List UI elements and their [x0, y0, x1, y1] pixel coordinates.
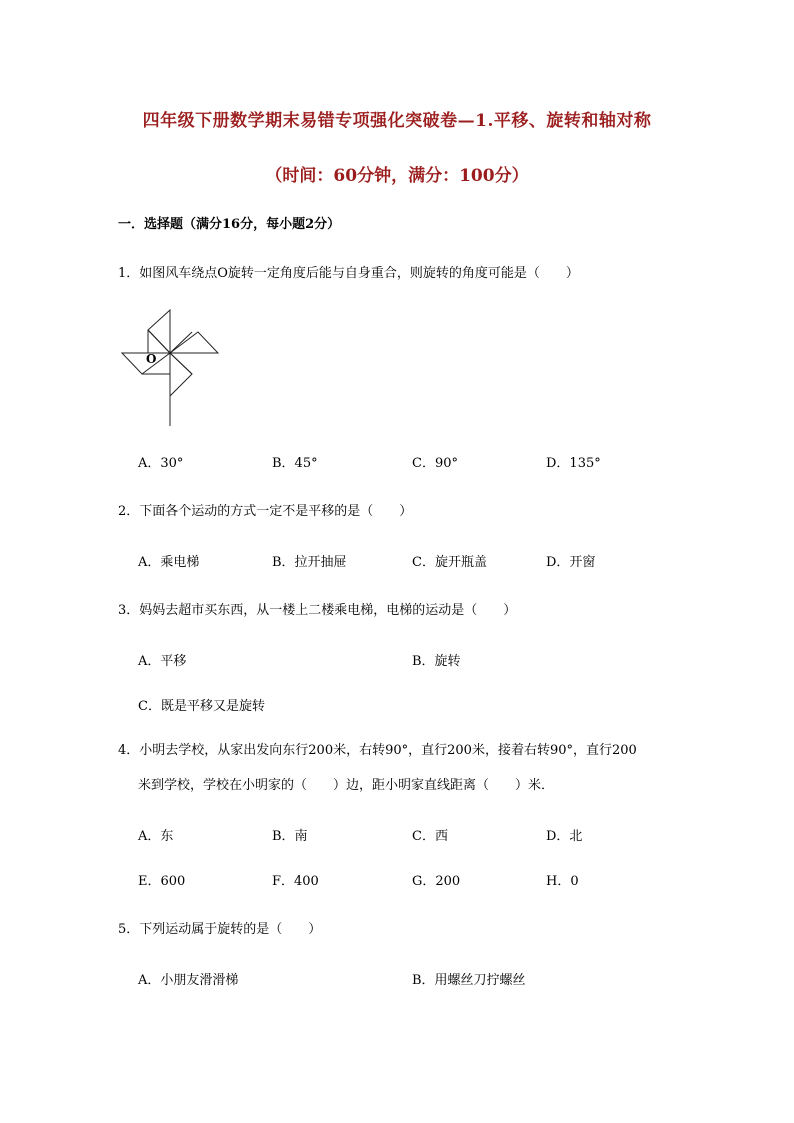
q2-option-a[interactable]: A．乘电梯	[138, 555, 200, 570]
q2-option-c[interactable]: C．旋开瓶盖	[412, 555, 487, 570]
windmill-figure	[118, 308, 222, 428]
point-o-label: O	[146, 352, 157, 366]
page-subtitle: （时间：60分钟，满分：100分）	[265, 166, 529, 186]
question-2-text: 2．下面各个运动的方式一定不是平移的是（ ）	[118, 504, 413, 519]
q1-option-c[interactable]: C．90°	[412, 456, 458, 471]
q3-option-c[interactable]: C．既是平移又是旋转	[138, 699, 265, 714]
q4-option-c[interactable]: C．西	[412, 829, 448, 844]
q2-option-b[interactable]: B．拉开抽屉	[272, 555, 347, 570]
page-title: 四年级下册数学期末易错专项强化突破卷—1.平移、旋转和轴对称	[142, 111, 652, 131]
q4-option-b[interactable]: B．南	[272, 829, 308, 844]
question-5-text: 5．下列运动属于旋转的是（ ）	[118, 922, 322, 937]
q1-option-d[interactable]: D．135°	[546, 456, 601, 471]
q1-option-a[interactable]: A．30°	[138, 456, 184, 471]
section-heading: 一．选择题（满分16分，每小题2分）	[118, 217, 341, 232]
q5-option-a[interactable]: A．小朋友滑滑梯	[138, 973, 239, 988]
q5-option-b[interactable]: B．用螺丝刀拧螺丝	[412, 973, 526, 988]
q3-option-b[interactable]: B．旋转	[412, 654, 461, 669]
q4-option-d[interactable]: D．北	[546, 829, 583, 844]
q4-option-f[interactable]: F．400	[272, 874, 319, 889]
question-3-text: 3．妈妈去超市买东西，从一楼上二楼乘电梯，电梯的运动是（ ）	[118, 603, 517, 618]
question-4-text-line1: 4．小明去学校，从家出发向东行200米，右转90°，直行200米，接着右转90°，直行200	[118, 743, 637, 758]
q3-option-a[interactable]: A．平移	[138, 654, 187, 669]
q4-option-g[interactable]: G．200	[412, 874, 461, 889]
q4-option-e[interactable]: E．600	[138, 874, 186, 889]
question-1-text: 1．如图风车绕点O旋转一定角度后能与自身重合，则旋转的角度可能是（ ）	[118, 266, 579, 281]
question-4-text-line2: 米到学校，学校在小明家的（ ）边，距小明家直线距离（ ）米．	[138, 778, 555, 793]
q4-option-a[interactable]: A．东	[138, 829, 174, 844]
q1-option-b[interactable]: B．45°	[272, 456, 318, 471]
q2-option-d[interactable]: D．开窗	[546, 555, 596, 570]
q4-option-h[interactable]: H．0	[546, 874, 579, 889]
